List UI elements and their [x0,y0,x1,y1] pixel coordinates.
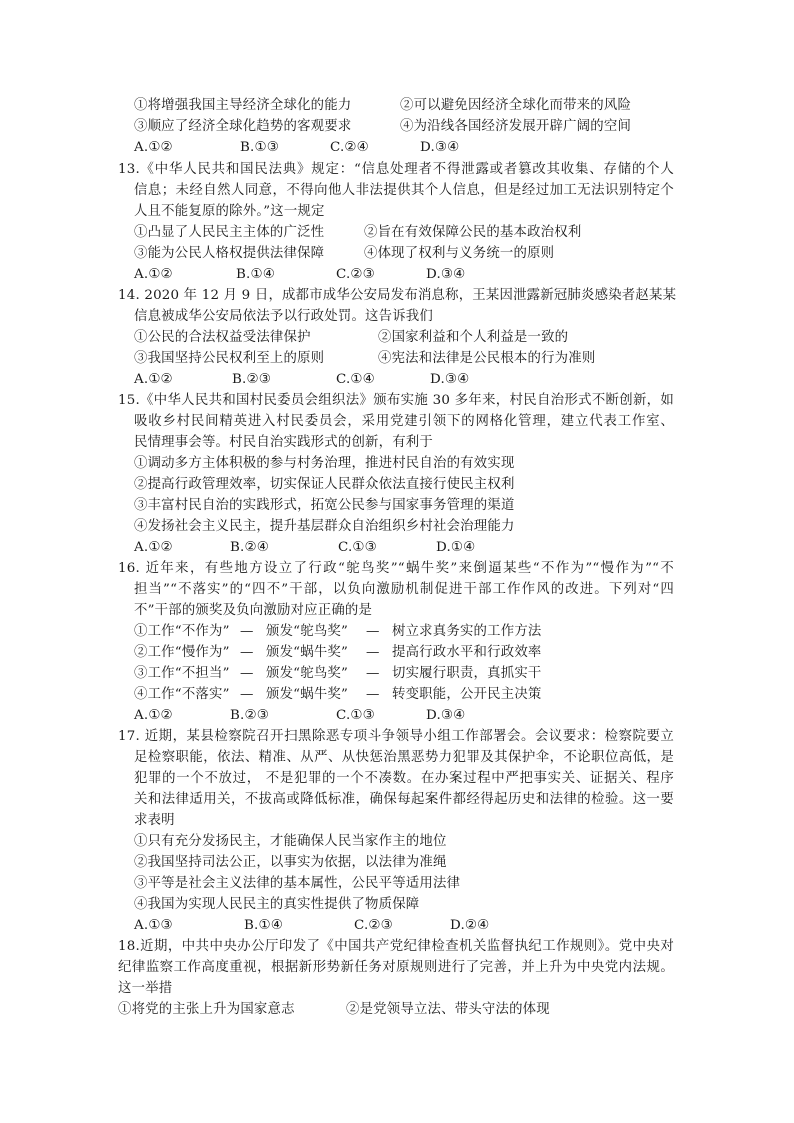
q18-stem-line-1: 18.近期，中共中央办公厅印发了《中国共产党纪律检查机关监督执纪工作规则》。党中央对 [118,939,674,954]
q17-option-1: ①只有充分发扬民主，才能确保人民当家作主的地位 [134,834,447,849]
q14-option-3: ③我国坚持公民权利至上的原则 [134,351,325,366]
q16-row-2-dash-2: — [366,645,380,660]
q16-row-3-dash: — [240,666,254,681]
q15-stem-line-2: 吸收乡村民间精英进入村民委员会，采用党建引领下的网格化管理，建立代表工作室、 [134,414,674,429]
q18-stem-line-2: 纪律监察工作高度重视，根据新形势新任务对原规则进行了完善，并上升为中央党内法规。 [118,960,674,975]
q12-option-1: ①将增强我国主导经济全球化的能力 [134,98,352,113]
q18-option-1: ①将党的主张上升为国家意志 [118,1002,295,1017]
q15-choice-d: D.①④ [436,540,476,555]
q16-choice-b: B.②③ [230,708,269,723]
q14-choice-a: A.①② [134,372,173,387]
q16-row-2-condition: ②工作“慢作为” [134,645,230,660]
q16-row-3-condition: ③工作“不担当” [134,666,230,681]
q16-row-2-dash: — [240,645,254,660]
q15-option-3: ③丰富村民自治的实践形式，拓宽公民参与国家事务管理的渠道 [134,498,515,513]
q13-stem-line-3: 人且不能复原的除外。”这一规定 [134,204,325,219]
q16-choice-d: D.③④ [426,708,466,723]
q14-option-4: ④宪法和法律是公民根本的行为准则 [378,351,596,366]
q12-choice-c: C.②④ [330,140,369,155]
q16-row-2-award: 颁发“蜗牛奖” [266,645,349,660]
q14-stem-line-2: 信息被成华公安局依法予以行政处罚。这告诉我们 [134,309,433,324]
q17-stem-line-2: 足检察职能，依法、精准、从严、从快惩治黑恶势力犯罪及其保护伞，不论职位高低，是 [134,750,674,765]
q16-row-1-dash: — [240,624,254,639]
q14-stem-line-1: 14. 2020 年 12 月 9 日，成都市成华公安局发布消息称，王某因泄露新冠肺炎感染者赵某某 [118,288,677,303]
q13-option-2: ②旨在有效保障公民的基本政治权利 [364,225,582,240]
q12-option-4: ④为沿线各国经济发展开辟广阔的空间 [400,119,632,134]
q13-option-3: ③能为公民人格权提供法律保障 [134,246,325,261]
q16-row-4-remedy: 转变职能，公开民主决策 [392,687,542,702]
q14-choice-d: D.③④ [430,372,470,387]
q15-stem-line-1: 15.《中华人民共和国村民委员会组织法》颁布实施 30 多年来，村民自治形式不断创新，如 [118,393,674,408]
q13-stem-line-1: 13.《中华人民共和国民法典》规定：“信息处理者不得泄露或者篡改其收集、存储的个人 [118,162,674,177]
q14-choice-c: C.①④ [336,372,375,387]
q16-row-3-remedy: 切实履行职责，真抓实干 [392,666,542,681]
q16-stem-line-1: 16. 近年来，有些地方设立了行政“鸵鸟奖”“蜗牛奖”来倒逼某些“不作为”“慢作为”“不 [118,561,674,576]
q17-stem-line-5: 求表明 [134,813,175,828]
q17-stem-line-3: 犯罪的一个不放过， 不是犯罪的一个不凑数。在办案过程中严把事实关、证据关、程序 [134,771,674,786]
q12-choice-b: B.①③ [240,140,279,155]
q16-row-2-remedy: 提高行政水平和行政效率 [392,645,542,660]
q17-option-3: ③平等是社会主义法律的基本属性，公民平等适用法律 [134,876,461,891]
q16-stem-line-3: 不”干部的颁奖及负向激励对应正确的是 [134,603,373,618]
q17-option-2: ②我国坚持司法公正，以事实为依据，以法律为准绳 [134,855,447,870]
q16-stem-line-2: 担当”“不落实”的“四不”干部，以负向激励机制促进干部工作作风的改进。下列对“四 [134,582,674,597]
q13-choice-b: B.①④ [236,267,275,282]
q16-row-1-dash-2: — [366,624,380,639]
q16-row-4-award: 颁发“蜗牛奖” [266,687,349,702]
q16-choice-c: C.①③ [336,708,375,723]
q18-option-2: ②是党领导立法、带头守法的体现 [346,1002,550,1017]
q13-stem-line-2: 信息；未经自然人同意，不得向他人非法提供其个人信息，但是经过加工无法识别特定个 [134,183,674,198]
q15-option-4: ④发扬社会主义民主，提升基层群众自治组织乡村社会治理能力 [134,519,515,534]
q15-option-1: ①调动多方主体积极的参与村务治理，推进村民自治的有效实现 [134,456,515,471]
q17-choice-c: C.②③ [354,918,393,933]
q15-choice-c: C.①③ [338,540,377,555]
q18-stem-line-3: 这一举措 [118,981,173,996]
q16-row-3-award: 颁发“鸵鸟奖” [266,666,349,681]
q16-row-4-condition: ④工作“不落实” [134,687,230,702]
q17-stem-line-4: 关和法律适用关，不拔高或降低标准，确保每起案件都经得起历史和法律的检验。这一要 [134,792,674,807]
q12-choice-a: A.①② [134,140,173,155]
q17-choice-b: B.①④ [244,918,283,933]
q16-row-4-dash: — [240,687,254,702]
q15-stem-line-3: 民情理事会等。村民自治实践形式的创新，有利于 [134,435,433,450]
q17-choice-d: D.②④ [450,918,490,933]
q17-option-4: ④我国为实现人民民主的真实性提供了物质保障 [134,897,420,912]
q13-choice-a: A.①② [134,267,173,282]
q15-option-2: ②提高行政管理效率，切实保证人民群众依法直接行使民主权利 [134,477,515,492]
q15-choice-b: B.②④ [230,540,269,555]
q14-choice-b: B.②③ [232,372,271,387]
q16-row-4-dash-2: — [366,687,380,702]
q12-option-3: ③顺应了经济全球化趋势的客观要求 [134,119,352,134]
q13-choice-c: C.②③ [336,267,375,282]
q15-choice-a: A.①② [134,540,173,555]
q16-choice-a: A.①② [134,708,173,723]
q17-choice-a: A.①③ [134,918,173,933]
q16-row-1-remedy: 树立求真务实的工作方法 [392,624,542,639]
q13-choice-d: D.③④ [426,267,466,282]
q12-choice-d: D.③④ [420,140,460,155]
q16-row-3-dash-2: — [366,666,380,681]
q13-option-4: ④体现了权利与义务统一的原则 [364,246,555,261]
q16-row-1-award: 颁发“鸵鸟奖” [266,624,349,639]
q14-option-2: ②国家利益和个人利益是一致的 [378,330,569,345]
q16-row-1-condition: ①工作“不作为” [134,624,230,639]
q17-stem-line-1: 17. 近期，某县检察院召开扫黑除恶专项斗争领导小组工作部署会。会议要求：检察院要立 [118,729,674,744]
q13-option-1: ①凸显了人民民主主体的广泛性 [134,225,325,240]
q12-option-2: ②可以避免因经济全球化而带来的风险 [400,98,632,113]
q14-option-1: ①公民的合法权益受法律保护 [134,330,311,345]
